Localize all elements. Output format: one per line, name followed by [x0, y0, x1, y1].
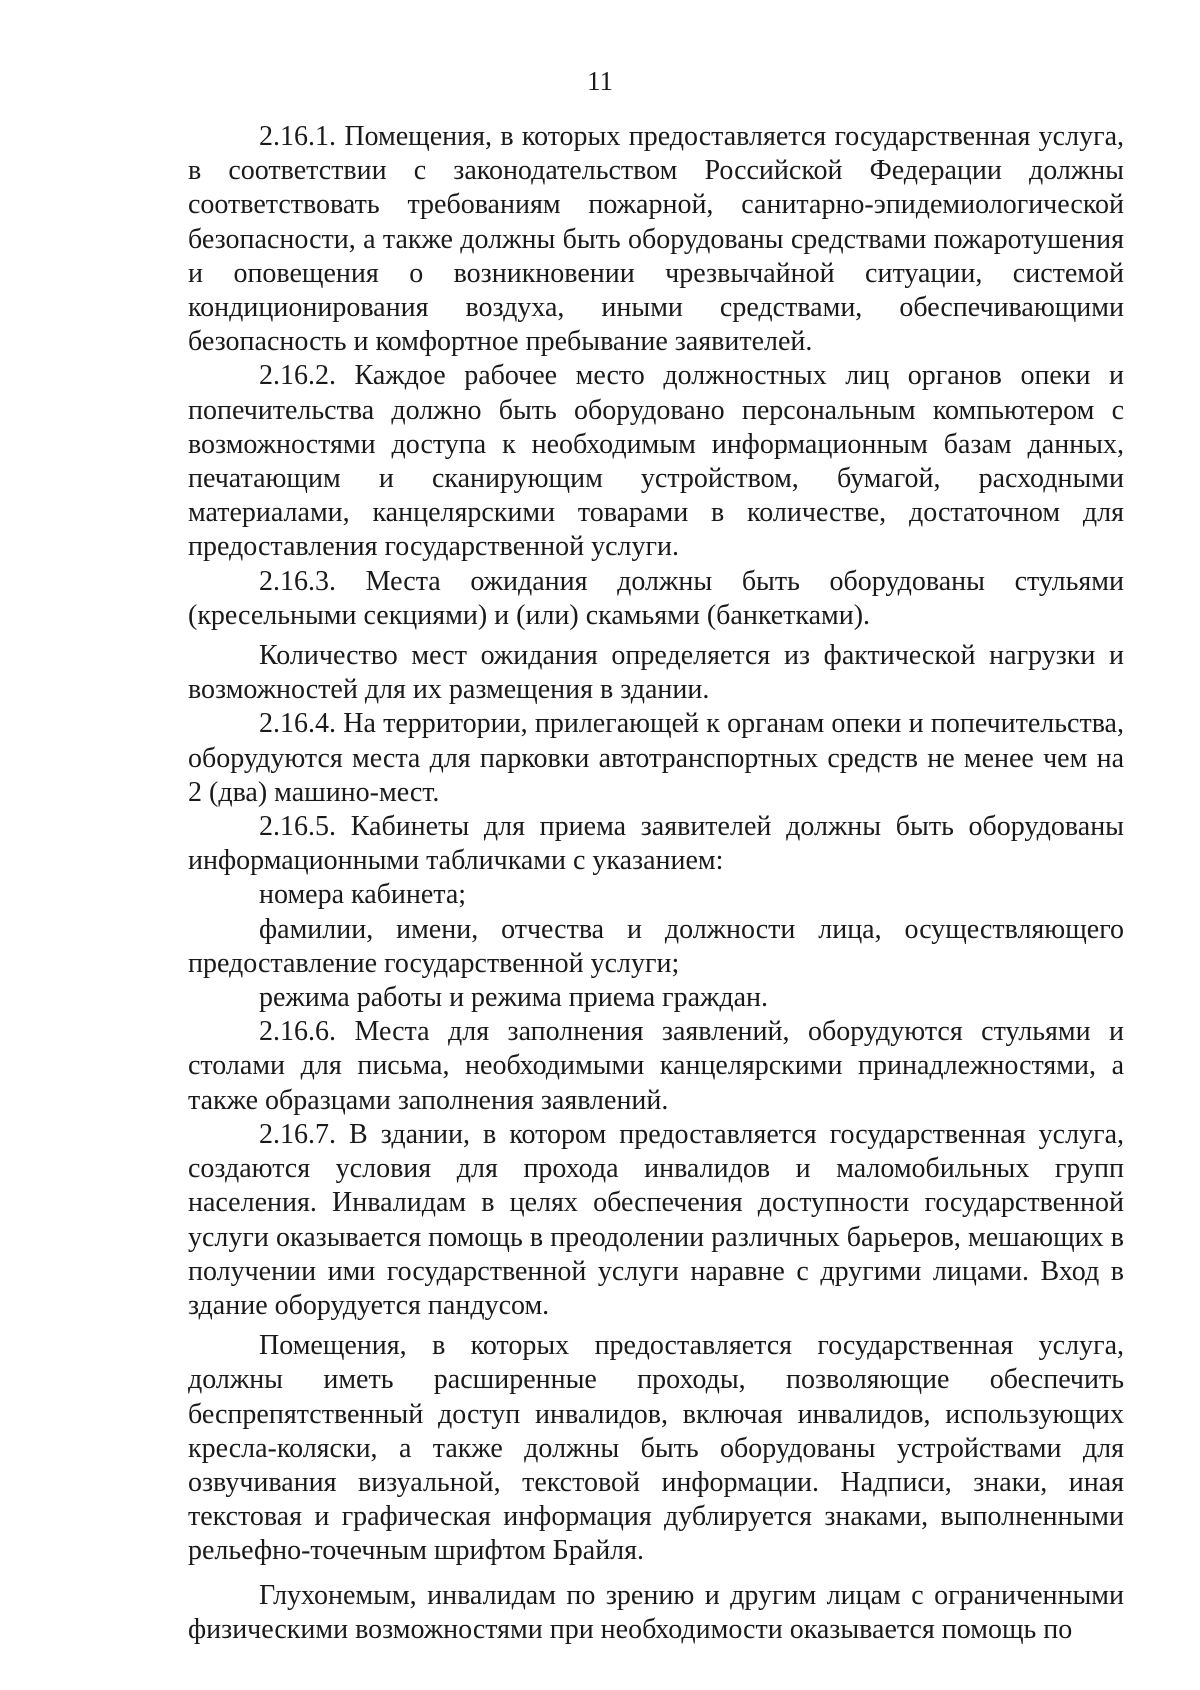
paragraph-2-16-1: 2.16.1. Помещения, в которых предоставляется государственная услуга, в соответствии с законодательством Российской Федерации должны соответствовать требованиям пожарной, санитарно-эпидемиологической безопасности, а также должны быть оборудованы средствами пожаротушения и оповещения о возникновении чрезвычайной ситуации, системой кондиционирования воздуха, иными средствами, обеспечивающими безопасность и комфортное пребывание заявителей. — [188, 121, 1124, 358]
document-body — [188, 120, 1124, 1647]
paragraph-2-16-5: 2.16.5. Кабинеты для приема заявителей должны быть оборудованы информационными табличками с указанием: — [188, 811, 1124, 877]
paragraph-waiting-places-count: Количество мест ожидания определяется из фактической нагрузки и возможностей для их размещения в здании. — [188, 640, 1124, 706]
paragraph-2-16-3: 2.16.3. Места ожидания должны быть оборудованы стульями (кресельными секциями) и (или) скамьями (банкетками). — [188, 565, 1124, 631]
paragraph-2-16-6: 2.16.6. Места для заполнения заявлений, оборудуются стульями и столами для письма, необходимыми канцелярскими принадлежностями, а также образцами заполнения заявлений. — [188, 1016, 1124, 1116]
paragraph-2-16-4: 2.16.4. На территории, прилегающей к органам опеки и попечительства, оборудуются места для парковки автотранспортных средств не менее чем на 2 (два) машино-мест. — [188, 708, 1124, 808]
paragraph-2-16-2: 2.16.2. Каждое рабочее место должностных лиц органов опеки и попечительства должно быть оборудовано персональным компьютером с возможностями доступа к необходимым информационным базам данных, печатающим и сканирующим устройством, бумагой, расходными материалами, канцелярскими товарами в количестве, достаточном для предоставления государственной услуги. — [188, 360, 1124, 563]
list-item-schedule: режима работы и режима приема граждан. — [259, 982, 769, 1014]
paragraph-premises-accessibility: Помещения, в которых предоставляется государственная услуга, должны иметь расширенные проходы, позволяющие обеспечить беспрепятственный доступ инвалидов, включая инвалидов, использующих кресла-коляски, а также должны быть оборудованы устройствами для озвучивания визуальной, текстовой информации. Надписи, знаки, иная текстовая и графическая информация дублируется знаками, выполненными рельефно-точечным шрифтом Брайля. — [188, 1330, 1124, 1567]
list-item-official-name: фамилии, имени, отчества и должности лица, осуществляющего предоставление государственной услуги; — [188, 913, 1124, 979]
paragraph-deaf-mute-assistance: Глухонемым, инвалидам по зрению и другим лицам с ограниченными физическими возможностями при необходимости оказывается помощь по — [188, 1579, 1124, 1645]
list-item-room-number: номера кабинета; — [259, 879, 467, 911]
page-number: 11 — [587, 66, 613, 96]
paragraph-2-16-7: 2.16.7. В здании, в котором предоставляется государственная услуга, создаются условия для прохода инвалидов и маломобильных групп населения. Инвалидам в целях обеспечения доступности государственной услуги оказывается помощь в преодолении различных барьеров, мешающих в получении ими государственной услуги наравне с другими лицами. Вход в здание оборудуется пандусом. — [188, 1118, 1124, 1321]
